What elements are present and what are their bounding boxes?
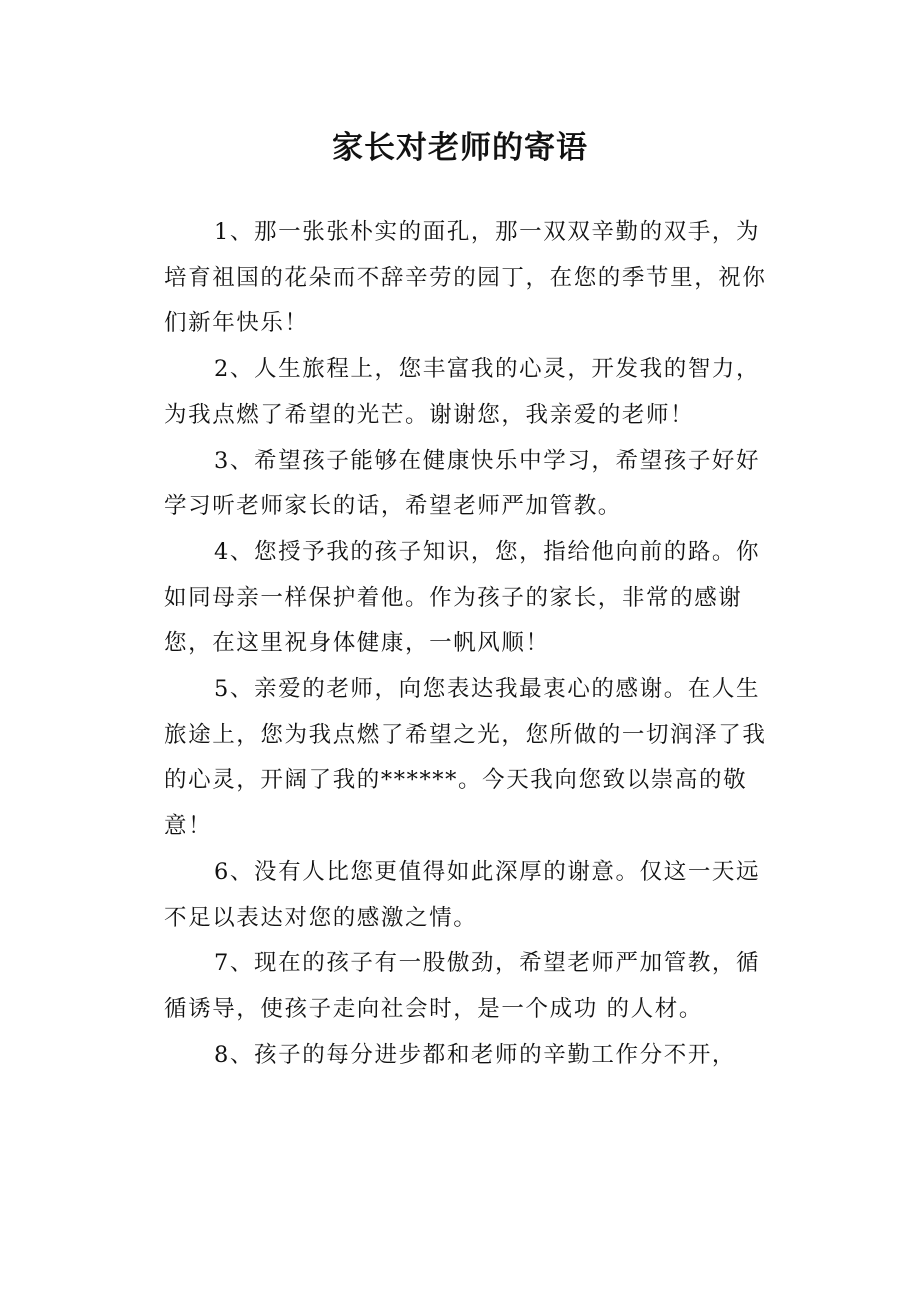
document-title: 家长对老师的寄语: [332, 130, 588, 166]
paragraph-3: 3、希望孩子能够在健康快乐中学习，希望孩子好好学习听老师家长的话，希望老师严加管教。: [164, 447, 761, 520]
paragraph-8: 8、孩子的每分进步都和老师的辛勤工作分不开，: [214, 1041, 737, 1068]
paragraph-1: 1、那一张张朴实的面孔，那一双双辛勤的双手，为培育祖国的花朵而不辞辛劳的园丁，在您的季节里，祝你们新年快乐！: [164, 219, 767, 337]
document-body: [164, 210, 768, 1078]
paragraph-4: 4、您授予我的孩子知识，您，指给他向前的路。你如同母亲一样保护着他。作为孩子的家长，非常的感谢您，在这里祝身体健康，一帆风顺！: [164, 538, 761, 657]
paragraph-2: 2、人生旅程上，您丰富我的心灵，开发我的智力，为我点燃了希望的光芒。谢谢您，我亲爱的老师！: [164, 356, 761, 428]
paragraph-7: 7、现在的孩子有一股傲劲，希望老师严加管教，循循诱导，使孩子走向社会时，是一个成功 的人材。: [164, 950, 761, 1022]
paragraph-6: 6、没有人比您更值得如此深厚的谢意。仅这一天远不足以表达对您的感激之情。: [164, 858, 761, 931]
paragraph-5: 5、亲爱的老师，向您表达我最衷心的感谢。在人生旅途上，您为我点燃了希望之光，您所做的一切润泽了我的心灵，开阔了我的******。今天我向您致以崇高的敬意！: [164, 676, 767, 840]
